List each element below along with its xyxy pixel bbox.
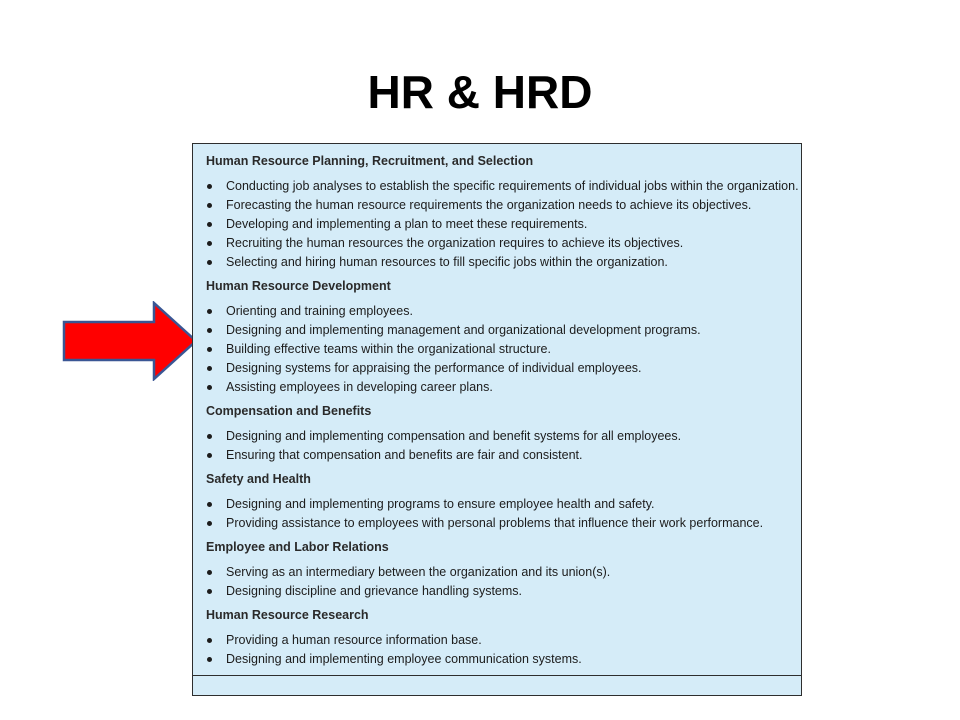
section-items (206, 631, 793, 669)
section-heading: Compensation and Benefits (206, 404, 372, 418)
bullet-item: Assisting employees in developing career plans. (206, 378, 793, 397)
section-heading: Human Resource Planning, Recruitment, and Selection (206, 154, 534, 168)
slide-title: HR & HRD (367, 66, 593, 118)
bullet-item: Ensuring that compensation and benefits are fair and consistent. (206, 446, 793, 465)
bullet-item: Selecting and hiring human resources to fill specific jobs within the organization. (206, 253, 793, 272)
section-heading: Human Resource Development (206, 279, 391, 293)
section-items (206, 177, 799, 272)
bullet-item: Conducting job analyses to establish the specific requirements of individual jobs within the organization. (206, 177, 793, 196)
bullet-item: Designing and implementing compensation and benefit systems for all employees. (206, 427, 793, 446)
hr-functions-panel (192, 143, 802, 696)
right-arrow-icon (62, 301, 198, 381)
section-heading: Safety and Health (206, 472, 311, 486)
bullet-item: Designing systems for appraising the performance of individual employees. (206, 359, 793, 378)
bullet-item: Forecasting the human resource requirements the organization needs to achieve its objectives. (206, 196, 793, 215)
section-heading: Human Resource Research (206, 608, 369, 622)
section-heading: Employee and Labor Relations (206, 540, 389, 554)
bullet-item: Providing assistance to employees with personal problems that influence their work performance. (206, 514, 793, 533)
bullet-item: Designing and implementing employee communication systems. (206, 650, 793, 669)
section-items (206, 495, 793, 533)
bullet-item: Designing discipline and grievance handling systems. (206, 582, 793, 601)
bullet-item: Serving as an intermediary between the organization and its union(s). (206, 563, 793, 582)
bullet-item: Orienting and training employees. (206, 302, 793, 321)
bullet-item: Building effective teams within the organizational structure. (206, 340, 793, 359)
bullet-item: Designing and implementing programs to ensure employee health and safety. (206, 495, 793, 514)
section-items (206, 427, 793, 465)
section-items (206, 563, 793, 601)
bullet-item: Recruiting the human resources the organization requires to achieve its objectives. (206, 234, 793, 253)
bullet-item: Developing and implementing a plan to meet these requirements. (206, 215, 793, 234)
section-items (206, 302, 793, 397)
sections-list (206, 153, 799, 675)
bullet-item: Designing and implementing management and organizational development programs. (206, 321, 793, 340)
panel-divider (193, 675, 801, 676)
bullet-item: Providing a human resource information base. (206, 631, 793, 650)
